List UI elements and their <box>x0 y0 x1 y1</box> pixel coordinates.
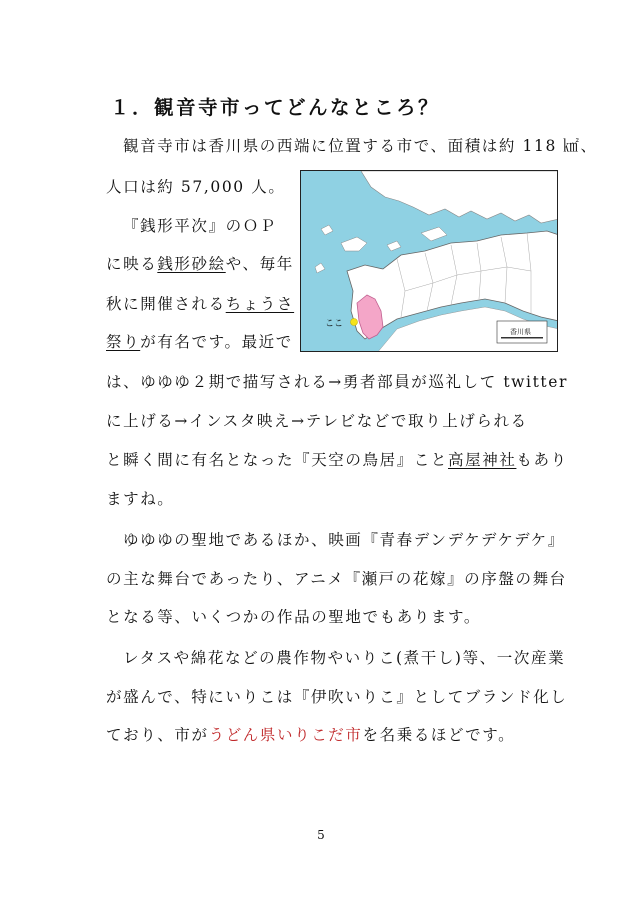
body-text-line: ており、市がうどん県いりこだ市を名乗るほどです。 <box>106 726 516 744</box>
inset-label: 香川県 <box>510 328 531 336</box>
body-text-line: 秋に開催されるちょうさ <box>106 295 295 313</box>
body-text-line: と瞬く間に有名となった『天空の鳥居』こと高屋神社もあり <box>106 451 568 469</box>
body-text-line: 祭りが有名です。最近で <box>106 333 293 351</box>
zenigata-sand-painting-link[interactable]: 銭形砂絵 <box>157 255 226 273</box>
body-text-line: レタスや綿花などの農作物やいりこ(煮干し)等、一次産業 <box>123 649 566 667</box>
marker-label: ここ <box>325 319 344 329</box>
takaya-shrine-link[interactable]: 高屋神社 <box>448 451 517 469</box>
body-text-line: に映る銭形砂絵や、毎年 <box>106 255 294 273</box>
udon-prefecture-iriko-city-text: うどん県いりこだ市 <box>208 726 363 744</box>
chousa-festival-link-part1[interactable]: ちょうさ <box>225 295 295 313</box>
body-text-line: は、ゆゆゆ２期で描写される→勇者部員が巡礼して twitter <box>106 373 569 391</box>
body-text-line: ゆゆゆの聖地であるほか、映画『青春デンデケデケデケ』 <box>123 531 565 549</box>
section-heading: １．観音寺市ってどんなところ？ <box>110 96 441 119</box>
body-text-line: ますね。 <box>106 490 175 508</box>
body-text-line: 観音寺市は香川県の西端に位置する市で、面積は約 118 ㎢、 <box>123 137 598 155</box>
body-text-line: の主な舞台であったり、アニメ『瀬戸の花嫁』の序盤の舞台 <box>106 570 567 588</box>
body-text-line: 人口は約 57,000 人。 <box>106 178 286 196</box>
body-text-line: 『銭形平次』のＯＰ <box>123 217 277 235</box>
body-text-line: となる等、いくつかの作品の聖地でもあります。 <box>106 608 481 626</box>
body-text-line: に上げる→インスタ映え→テレビなどで取り上げられる <box>106 412 528 430</box>
scale-bar <box>501 337 543 339</box>
location-marker <box>351 319 358 326</box>
kanonji-location-map <box>300 170 558 352</box>
body-text-line: が盛んで、特にいりこは『伊吹いりこ』としてブランド化し <box>106 688 568 706</box>
page-number: 5 <box>317 828 325 842</box>
chousa-festival-link-part2[interactable]: 祭り <box>106 333 141 351</box>
